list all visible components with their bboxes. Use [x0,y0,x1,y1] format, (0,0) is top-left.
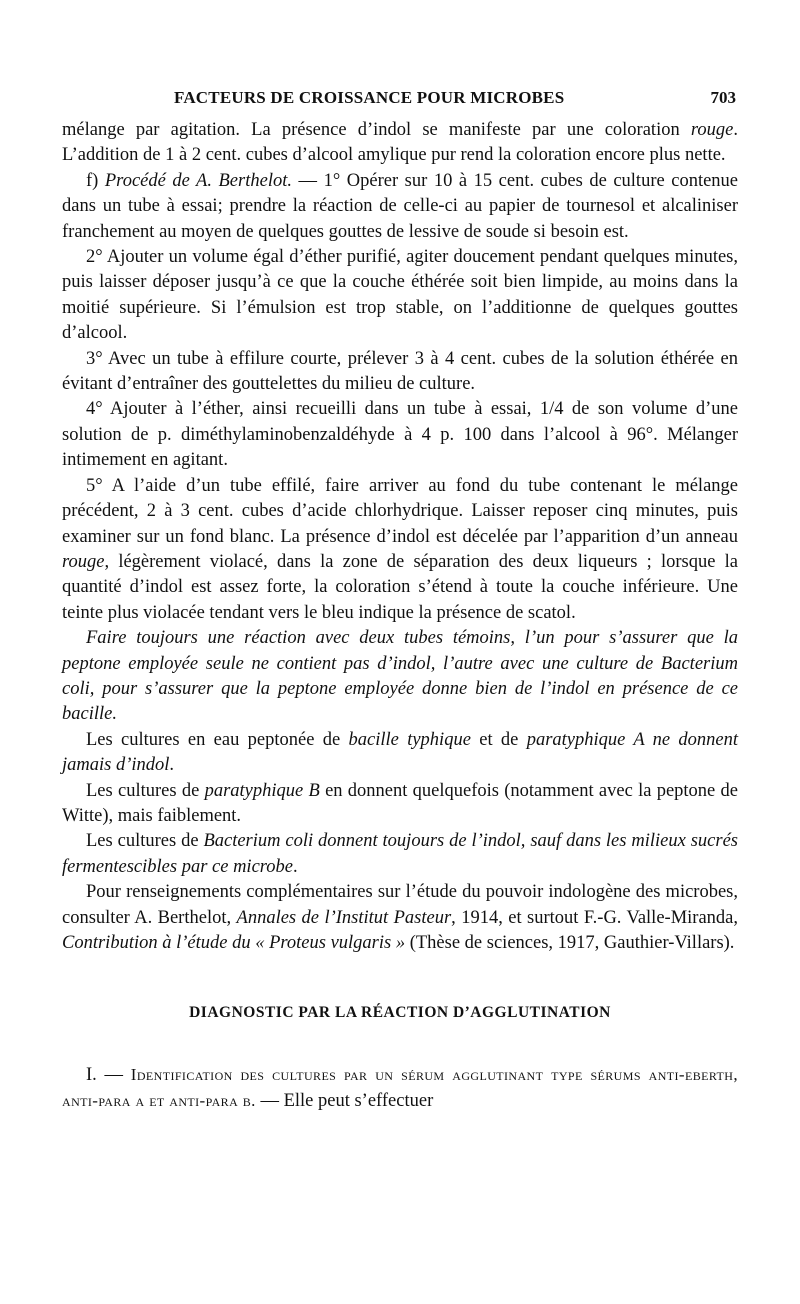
italic-run: Procédé de A. Berthelot. [104,170,292,191]
text-run: f) [86,170,105,191]
paragraph: 2° Ajouter un volume égal d’éther purifié, agiter doucement pendant quelques minutes, puis laisser déposer jusqu’à ce que la couche éthérée soit bien limpide, au moins dans la moitié supérieure. Si l’émulsion est trop stable, on l’additionne de quelques gouttes d’alcool. [62,247,738,344]
italic-run: Annales de l’Institut Pasteur [236,907,452,928]
italic-run: paratyphique B [204,780,320,801]
italic-run: bacille typhique [348,729,471,750]
paragraph [62,829,738,880]
paragraph [62,728,738,779]
running-header [62,88,738,118]
paragraph: 3° Avec un tube à effilure courte, prélever 3 à 4 cent. cubes de la solution éthérée en évitant d’entraîner des gouttelettes du milieu de culture. [62,348,738,395]
paragraph [62,880,738,956]
section-heading: DIAGNOSTIC PAR LA RÉACTION D’AGGLUTINATION [189,1004,611,1022]
text-run: et de [470,729,527,750]
text-run: I. — [86,1064,131,1085]
text-run: . [293,856,298,877]
running-title: FACTEURS DE CROISSANCE POUR MICROBES [174,88,565,107]
text-run: Les cultures en eau peptonée de [86,729,349,750]
text-run: , 1914, et surtout F.-G. Valle-Miranda, [451,907,738,928]
italic-run: rouge [62,551,105,572]
text-run: Les cultures de [86,780,205,801]
text-run: en donnent quelquefois (notamment avec la peptone de Witte), mais faiblement. [62,780,738,826]
small-caps-run: Identification des cultures par un sérum agglutinant type sérums anti-eberth, anti-para a et anti-para b. [62,1064,738,1111]
paragraph-italic: Faire toujours une réaction avec deux tubes témoins, l’un pour s’assurer que la peptone employée seule ne contient pas d’indol, l’autre avec une culture de Bacterium coli, pour s’assurer que la peptone employée donne bien de l’indol en présence de ce bacille. [62,628,738,725]
text-run: — Elle peut s’effectuer [255,1091,434,1112]
italic-run: Contribution à l’étude du « Proteus vulgaris » [62,933,406,953]
text-run: . L’addition de 1 à 2 cent. cubes d’alcool amylique pur rend la coloration encore plus nette. [62,120,738,166]
text-run: — 1° Opérer sur 10 à 15 cent. cubes de culture contenue dans un tube à essai; prendre la réaction de celle-ci au papier de tournesol et alcaliniser franchement au moyen de quelques gouttes de lessive de soude si besoin est. [62,170,739,242]
text-run: Les cultures de [86,831,204,852]
italic-run: paratyphique A ne donnent jamais d’indol [62,729,738,776]
paragraph [62,474,738,626]
text-run: , légèrement violacé, dans la zone de séparation des deux liqueurs ; lorsque la quantité d’indol est assez forte, la coloration s’étend à toute la couche inférieure. Une teinte plus violacée tendant vers le bleu indique la présence de scatol. [62,551,738,623]
text-run: (Thèse de sciences, 1917, Gauthier-Villars). [405,933,735,953]
page-body [62,118,738,1115]
paragraph [62,1062,738,1115]
text-run: mélange par agitation. La présence d’indol se manifeste par une coloration [62,120,691,140]
document-page [62,88,738,1115]
paragraph [62,779,738,830]
paragraph: 4° Ajouter à l’éther, ainsi recueilli dans un tube à essai, 1/4 de son volume d’une solution de p. diméthylaminobenzaldéhyde à 4 p. 100 dans l’alcool à 96°. Mélanger intimement en agitant. [62,399,738,471]
italic-run: rouge [690,120,734,140]
text-run: 5° A l’aide d’un tube effilé, faire arriver au fond du tube contenant le mélange précédent, 2 à 3 cent. cubes d’acide chlorhydrique. Laisser reposer cinq minutes, puis examiner sur un fond blanc. La présence d’indol est décelée par l’apparition d’un anneau [62,475,738,547]
text-run: Pour renseignements complémentaires sur l’étude du pouvoir indologène des microbes, consulter A. Berthelot, [62,882,738,928]
paragraph [62,169,738,245]
page-number: 703 [710,88,736,107]
text-run: . [169,755,175,776]
paragraph [62,118,738,169]
italic-run: Bacterium coli donnent toujours de l’indol, sauf dans les milieux sucrés fermentescibles par ce microbe [62,831,738,877]
